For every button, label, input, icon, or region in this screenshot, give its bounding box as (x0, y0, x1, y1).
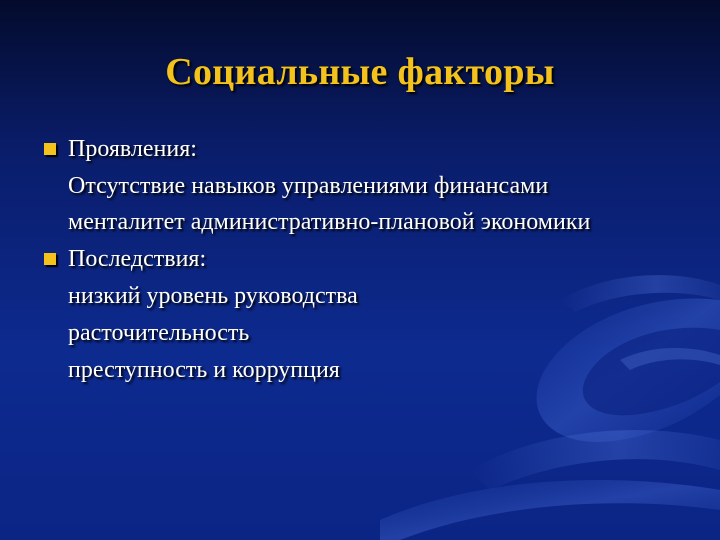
square-bullet-icon (44, 143, 56, 155)
sub-item (44, 210, 684, 235)
sub-item (44, 357, 684, 383)
sub-item-text: Отсутствие навыков управлениями финансами (68, 173, 549, 199)
sub-item-text: расточительность (68, 320, 250, 346)
slide-content (44, 136, 684, 383)
square-bullet-icon (44, 253, 56, 265)
sub-item (44, 320, 684, 346)
sub-item (44, 283, 684, 309)
bullet-item-manifestations (44, 136, 684, 162)
sub-item (44, 173, 684, 199)
slide-title: Социальные факторы (165, 51, 555, 93)
sub-item-text: низкий уровень руководства (68, 283, 358, 309)
sub-item-text: менталитет административно-плановой экономики (68, 209, 591, 235)
bullet-label: Последствия: (68, 246, 207, 272)
bullet-item-consequences (44, 246, 684, 272)
bullet-label: Проявления: (68, 136, 197, 162)
sub-item-text: преступность и коррупция (68, 357, 340, 383)
